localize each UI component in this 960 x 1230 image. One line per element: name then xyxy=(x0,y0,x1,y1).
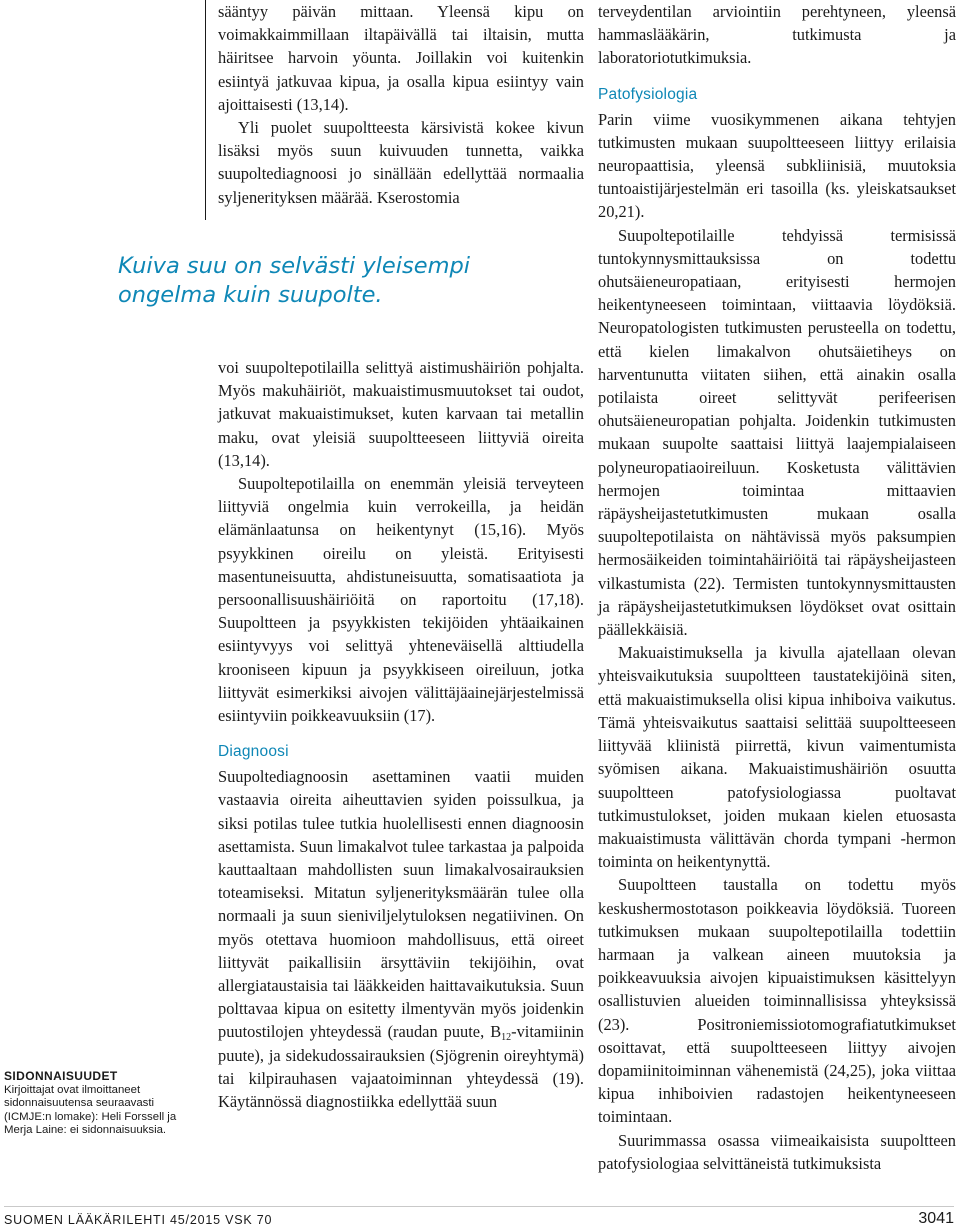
disclosure-text: Kirjoittajat ovat ilmoittaneet sidonnaisuutensa seuraavasti (ICMJE:n lomake): Heli Forssell ja Merja Laine: ei sidonnaisuuksia. xyxy=(4,1083,177,1137)
middle-column-bottom xyxy=(218,356,584,1113)
paragraph-text: -vitamiinin puute), ja sidekudossairauksien (Sjögrenin oireyhtymä) tai kilpirauhasen vajaatoiminnan yhteydessä (19). Käytännössä diagnostiikka edellyttää suun xyxy=(218,1022,584,1112)
disclosure-heading: SIDONNAISUUDET xyxy=(4,1069,118,1083)
disclosure-box xyxy=(4,1070,194,1138)
middle-column-top xyxy=(218,0,584,209)
footer-divider xyxy=(4,1206,954,1207)
paragraph: sääntyy päivän mittaan. Yleensä kipu on voimakkaimmillaan iltapäivällä tai iltaisin, mutta häiritsee harvoin yöunta. Joillakin voi kuitenkin esiintyä jatkuvaa kipua, ja osalla kipua esiintyy vain ajoittaisesti (13,14). xyxy=(218,2,584,114)
pull-quote: Kuiva suu on selvästi yleisempi ongelma kuin suupolte. xyxy=(118,253,471,308)
paragraph: terveydentilan arviointiin perehtyneen, yleensä hammaslääkärin, tutkimusta ja laboratoriotutkimuksia. xyxy=(598,2,956,68)
paragraph: Makuaistimuksella ja kivulla ajatellaan olevan yhteisvaikutuksia suupoltteen taustatekijöinä siten, että makuaistimuksella olisi kipua inhiboiva vaikutus. Tämä yhteisvaikutus saattaisi selittää suupoltteeseen liittyvää kliinistä piirrettä, kivun vaimentumista syömisen aikana. Makuaistimushäiriön osuutta suupoltteen patofysiologiassa puoltavat tutkimustulokset, joiden mukaan kielen etuosasta makuaistimusta välittävän chorda tympani -hermon toiminta on heikentynyttä. xyxy=(598,643,956,872)
paragraph: Yli puolet suupoltteesta kärsivistä kokee kivun lisäksi myös suun kuivuuden tunnetta, vaikka suupoltediagnoosi jo sinällään edellyttää normaalia syljenerityksen määrää. Kserostomia xyxy=(218,118,584,207)
paragraph: Suurimmassa osassa viimeaikaisista suupoltteen patofysiologiaa selvittäneistä tutkimuksista xyxy=(598,1130,956,1173)
right-column xyxy=(598,0,956,1175)
paragraph: voi suupoltepotilailla selittyä aistimushäiriön pohjalta. Myös makuhäiriöt, makuaistimusmuutokset tai oudot, jatkuvat makuaistimukset, kuten karvaan tai metallin maku, ovat yleisiä suupoltteeseen liittyviä oireita (13,14). xyxy=(218,358,584,470)
paragraph: Suupoltteen taustalla on todettu myös keskushermostotason poikkeavia löydöksiä. Tuoreen tutkimuksen mukaan suupoltepotilailla todettiin harmaan ja valkean aineen muutoksia ja poikkeavuuksia aivojen kipuaistimuksen käsittelyyn osallistuvien alueiden toiminnallisissa yhteyksissä (23). Positroniemissiotomografiatutkimukset osoittavat, että suupoltteeseen liittyy aivojen dopamiinitoiminnan vähenemistä (24,25), joka viittaa kipua inhiboivien radastojen heikentyneeseen toimintaan. xyxy=(598,875,956,1127)
paragraph xyxy=(218,765,584,1113)
journal-footer: SUOMEN LÄÄKÄRILEHTI 45/2015 VSK 70 xyxy=(4,1213,273,1227)
column-divider xyxy=(205,0,206,220)
subscript: 12 xyxy=(501,1032,512,1044)
section-heading-patofysiologia: Patofysiologia xyxy=(598,85,698,103)
paragraph: Parin viime vuosikymmenen aikana tehtyjen tutkimusten mukaan suupoltteeseen liittyy erilaisia neuropaattisia, yleensä subkliinisiä, muutoksia tuntoaistijärjestelmän eri tasoilla (ks. yleiskatsaukset 20,21). xyxy=(598,109,956,222)
paragraph: Suupoltepotilaille tehdyissä termisissä tuntokynnysmittauksissa on todettu ohutsäieneuropatiaan, erityisesti hermojen heikentyneeseen toimintaan, viittaavia löydöksiä. Neuropatologisten tutkimusten perusteella on todettu, että kielen limakalvon ohutsäietiheys on harventunutta viitaten siihen, että ainakin osalla potilaista oireet selittyvät perifeerisen ohutsäieneuropatian pohjalta. Joidenkin tutkimusten mukaan suupolte saattaisi liittyä laajempialaiseen polyneuropatiaoireiluun. Kosketusta välittävien hermojen toimintaa mittaavien räpäysheijastetutkimusten mukaan osalla suupoltepotilaista on nähtävissä myös paksumpien hermosäikeiden toimintahäiriöitä tai räpäysheijasteen vilkastumista (22). Termisten tuntokynnysmittausten ja räpäysheijastetutkimuksen löydökset ovat osittain päällekkäisiä. xyxy=(598,225,956,640)
page-number: 3041 xyxy=(918,1210,954,1227)
section-heading-diagnoosi: Diagnoosi xyxy=(218,743,289,761)
paragraph-text: Suupoltediagnoosin asettaminen vaatii muiden vastaavia oireita aiheuttavien syiden poissulkua, ja siksi potilas tulee tutkia huolellisesti ennen diagnoosin asettamista. Suun limakalvot tulee tarkastaa ja palpoida kauttaaltaan mahdollisten suun limakalvosairauksien toteamiseksi. Mitatun syljenerityksmäärän tulee olla normaali ja suun sieniviljelytuloksen negatiivinen. On myös otettava huomioon mahdollisuus, että oireet liittyvät paikallisiin ärsyttäviin tekijöihin, ovat allergiataustaisia tai lääkkeiden haittavaikutuksia. Suun polttavaa kipua on esitetty ilmentyvän myös joidenkin puutostilojen yhteydessä (raudan puute, B xyxy=(218,767,584,1042)
paragraph: Suupoltepotilailla on enemmän yleisiä terveyteen liittyviä ongelmia kuin verrokeilla, ja heidän elämänlaatunsa on heikentynyt (15,16). Myös psyykkinen oireilu on yleistä. Erityisesti masentuneisuutta, ahdistuneisuutta, somatisaatiota ja persoonallisuushäiriöitä on raportoitu (17,18). Suupoltteen ja psyykkisten tekijöiden yhtäaikainen esiintyvyys voi selittyä yhteneväisellä alttiudella krooniseen kipuun ja psyykkiseen oireiluun, jotka liittyvät esimerkiksi aivojen välittäjäainejärjestelmissä esiintyviin poikkeavuuksiin (17). xyxy=(218,474,584,726)
